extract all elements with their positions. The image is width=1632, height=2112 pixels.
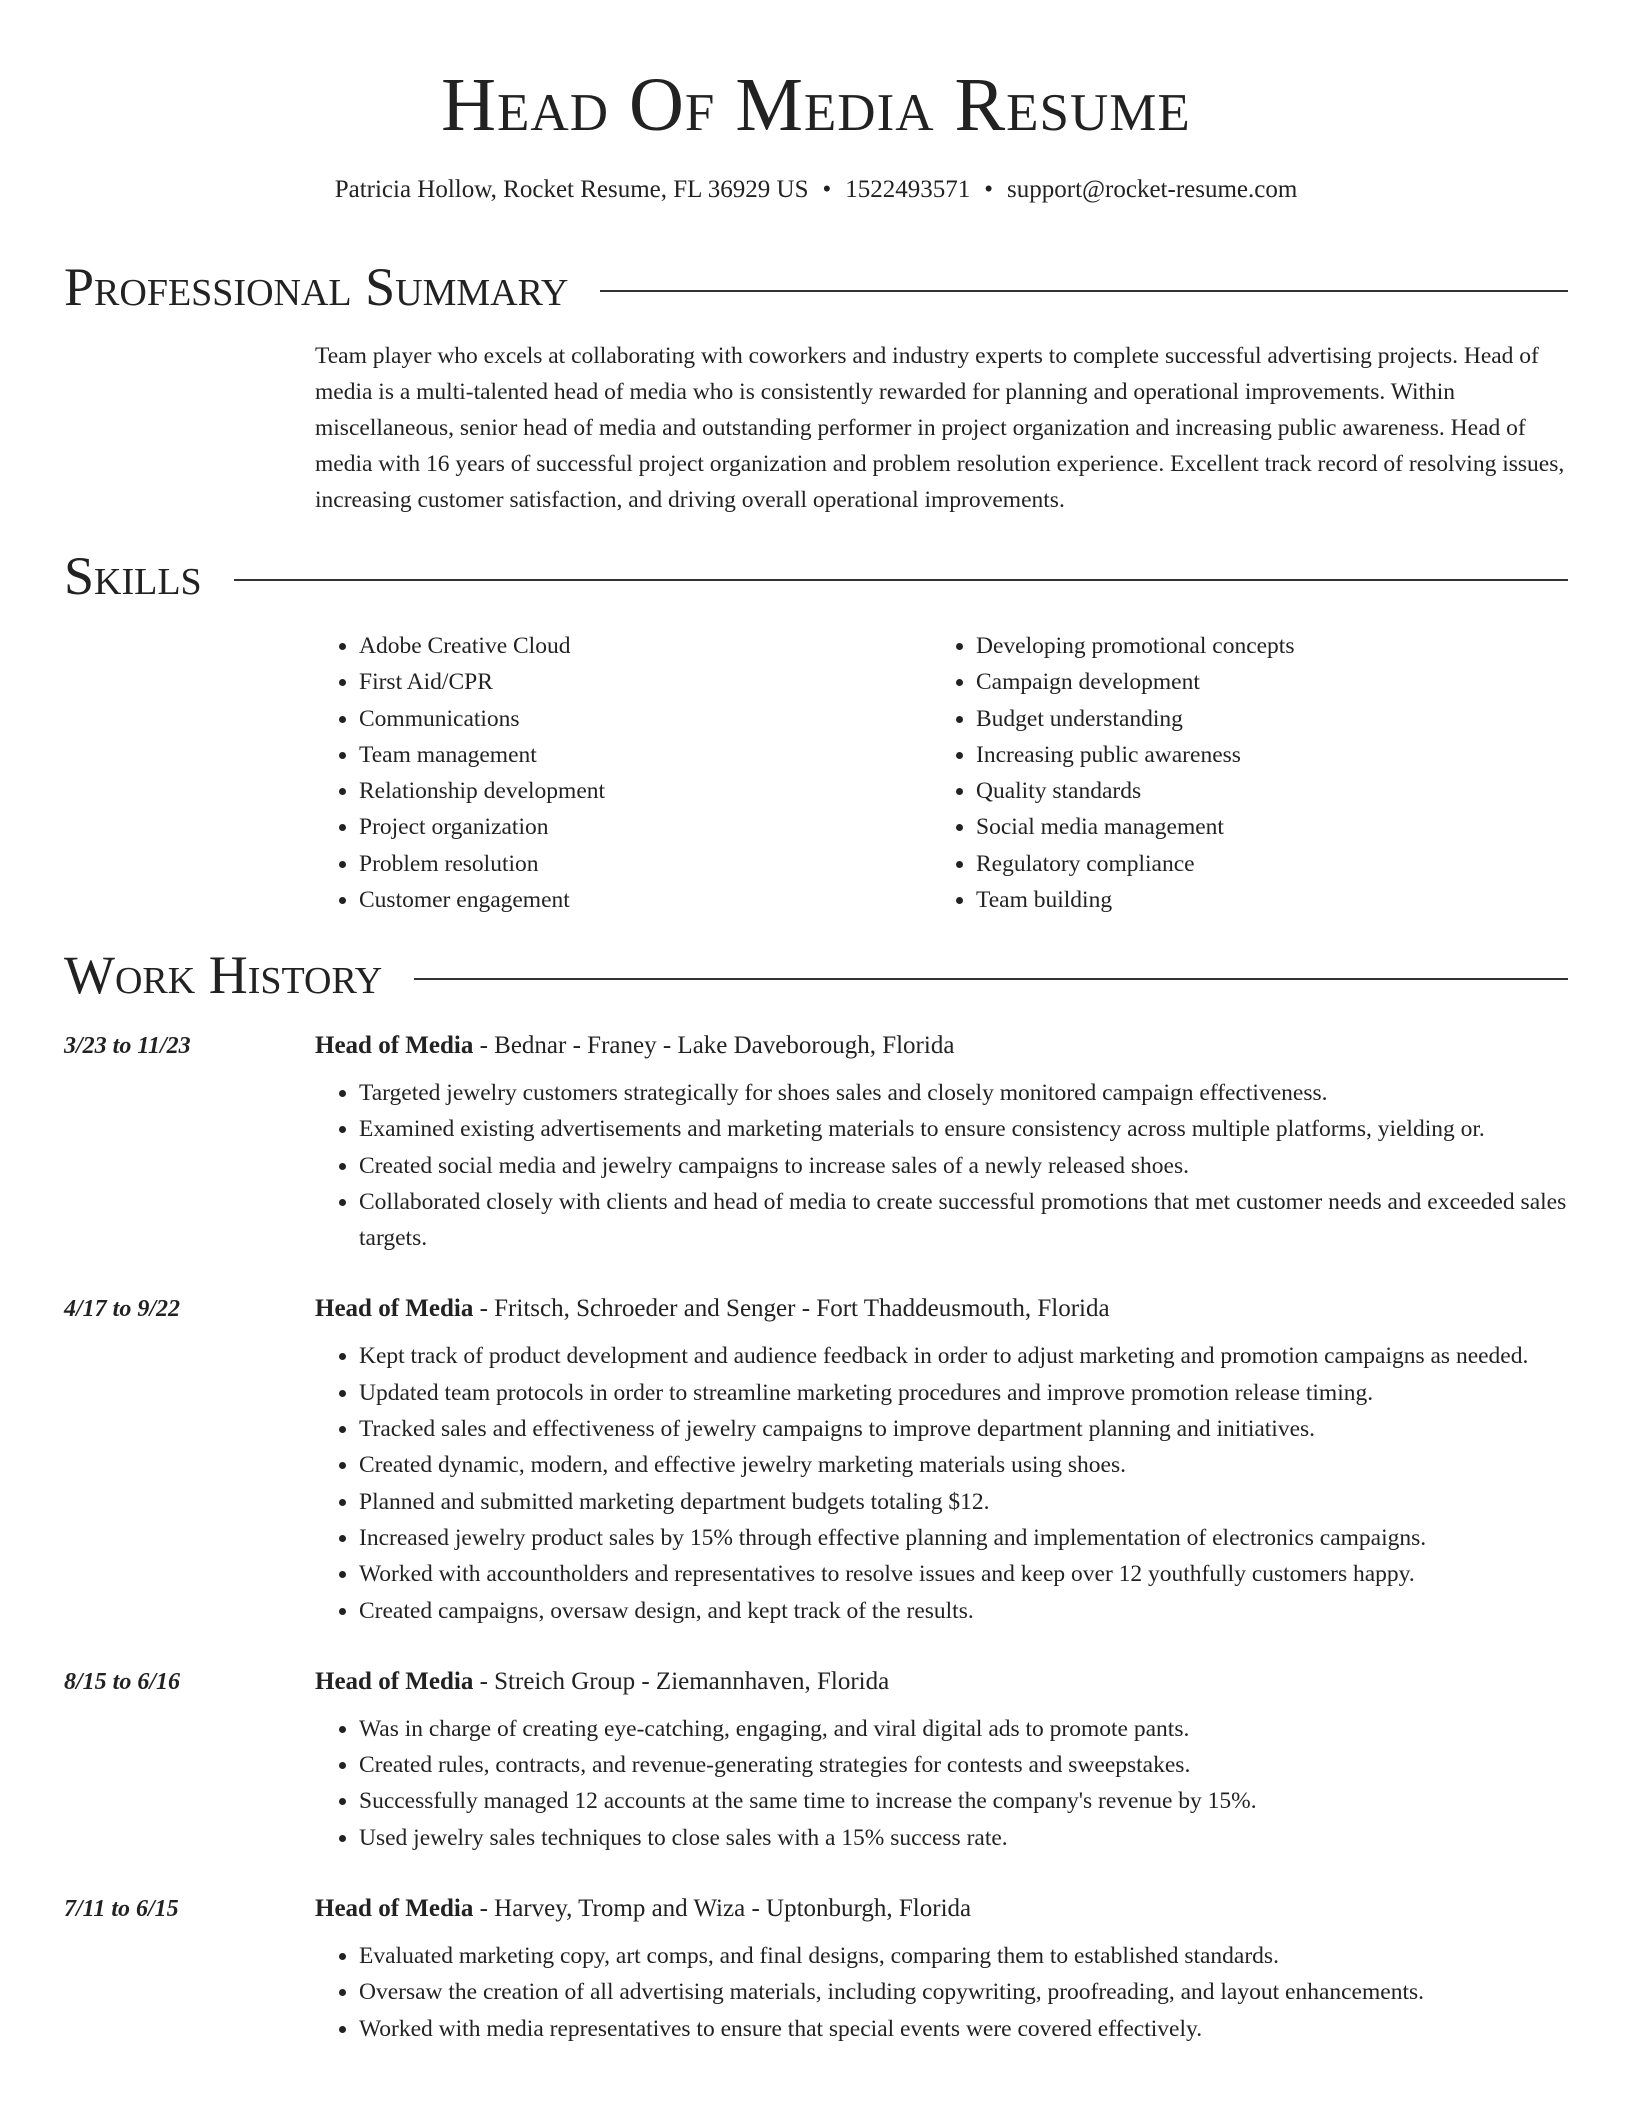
job-details — [315, 1025, 1568, 1256]
skill-item: • Project organization — [359, 809, 932, 845]
work-section-header — [64, 944, 1568, 1006]
skill-item: • Quality standards — [976, 773, 1549, 809]
skills-section-header — [64, 545, 1568, 607]
job-role: Head of Media — [315, 1667, 474, 1695]
skill-item: • Increasing public awareness — [976, 737, 1549, 773]
job-bullet: • Kept track of product development and audience feedback in order to adjust marketing and promotion campaigns as needed. — [359, 1338, 1568, 1374]
job-bullets — [315, 1938, 1568, 2047]
contact-email: support@rocket-resume.com — [1007, 176, 1298, 203]
job-role: Head of Media — [315, 1295, 474, 1323]
skill-item: • Budget understanding — [976, 701, 1549, 737]
skill-item: • First Aid/CPR — [359, 664, 932, 700]
job-bullet: • Created social media and jewelry campaigns to increase sales of a newly released shoes. — [359, 1148, 1568, 1184]
skills-list — [315, 628, 1577, 918]
contact-line — [0, 174, 1632, 206]
job-bullet: • Examined existing advertisements and marketing materials to ensure consistency across multiple platforms, yielding or. — [359, 1111, 1568, 1147]
section-divider — [414, 978, 1568, 980]
skill-item: • Relationship development — [359, 773, 932, 809]
job-dates: 8/15 to 6/16 — [64, 1668, 181, 1695]
job-bullet: • Successfully managed 12 accounts at the same time to increase the company's revenue by 15%. — [359, 1783, 1568, 1819]
job-entry — [64, 1661, 1568, 1856]
contact-address: Patricia Hollow, Rocket Resume, FL 36929 US — [334, 176, 809, 203]
job-bullet: • Created dynamic, modern, and effective jewelry marketing materials using shoes. — [359, 1447, 1568, 1483]
skill-item: • Team management — [359, 737, 932, 773]
job-bullet: • Used jewelry sales techniques to close sales with a 15% success rate. — [359, 1820, 1568, 1856]
summary-heading: Professional Summary — [64, 257, 569, 317]
resume-title: Head Of Media Resume — [441, 63, 1191, 147]
contact-separator: • — [822, 176, 832, 203]
job-employer: - Fritsch, Schroeder and Senger - Fort Thaddeusmouth, Florida — [473, 1295, 1110, 1323]
job-dates: 7/11 to 6/15 — [64, 1896, 179, 1923]
job-bullet: • Collaborated closely with clients and head of media to create successful promotions that met customer needs and exceeded sales targets. — [359, 1184, 1568, 1257]
job-bullet: • Updated team protocols in order to streamline marketing procedures and improve promotion release timing. — [359, 1375, 1568, 1411]
skill-item: • Adobe Creative Cloud — [359, 628, 932, 664]
skill-item: • Campaign development — [976, 664, 1549, 700]
skill-item: • Developing promotional concepts — [976, 628, 1549, 664]
skills-heading: Skills — [64, 546, 202, 606]
job-entry — [64, 1888, 1568, 2047]
skills-column-right — [932, 628, 1549, 918]
job-bullets — [315, 1711, 1568, 1856]
skill-item: • Social media management — [976, 809, 1549, 845]
job-bullet: • Created rules, contracts, and revenue-generating strategies for contests and sweepstakes. — [359, 1747, 1568, 1783]
job-bullet: • Worked with accountholders and representatives to resolve issues and keep over 12 youthfully customers happy. — [359, 1556, 1568, 1592]
work-history-heading: Work History — [64, 945, 383, 1005]
skill-item: • Communications — [359, 701, 932, 737]
job-bullet: • Was in charge of creating eye-catching, engaging, and viral digital ads to promote pants. — [359, 1711, 1568, 1747]
job-dates: 3/23 to 11/23 — [64, 1033, 191, 1059]
job-bullet: • Created campaigns, oversaw design, and kept track of the results. — [359, 1593, 1568, 1629]
job-bullet: • Targeted jewelry customers strategically for shoes sales and closely monitored campaign effectiveness. — [359, 1075, 1568, 1111]
job-bullet: • Increased jewelry product sales by 15% through effective planning and implementation of electronics campaigns. — [359, 1520, 1568, 1556]
skill-item: • Regulatory compliance — [976, 846, 1549, 882]
job-details — [315, 1888, 1568, 2047]
job-title-line — [315, 1888, 1568, 1930]
job-bullet: • Oversaw the creation of all advertising materials, including copywriting, proofreading, and layout enhancements. — [359, 1974, 1568, 2010]
job-bullets — [315, 1075, 1568, 1256]
section-divider — [234, 579, 1568, 581]
job-employer: - Bednar - Franey - Lake Daveborough, Florida — [473, 1032, 955, 1059]
skill-item: • Problem resolution — [359, 846, 932, 882]
job-title-line — [315, 1025, 1568, 1067]
job-entry — [64, 1288, 1568, 1628]
job-bullet: • Worked with media representatives to ensure that special events were covered effectively. — [359, 2011, 1568, 2047]
job-bullets — [315, 1338, 1568, 1628]
contact-phone: 1522493571 — [845, 176, 971, 203]
job-entry — [64, 1025, 1568, 1256]
job-title-line — [315, 1661, 1568, 1703]
skill-item: • Customer engagement — [359, 882, 932, 918]
section-divider — [600, 290, 1568, 292]
skill-item: • Team building — [976, 882, 1549, 918]
job-title-line — [315, 1288, 1568, 1330]
job-employer: - Harvey, Tromp and Wiza - Uptonburgh, Florida — [473, 1895, 972, 1923]
job-bullet: • Tracked sales and effectiveness of jewelry campaigns to improve department planning and initiatives. — [359, 1411, 1568, 1447]
summary-section-header — [64, 256, 1568, 318]
job-details — [315, 1288, 1568, 1628]
work-history-list — [64, 1025, 1568, 2079]
job-bullet: • Planned and submitted marketing department budgets totaling $12. — [359, 1484, 1568, 1520]
job-dates: 4/17 to 9/22 — [64, 1296, 181, 1323]
skills-column-left — [315, 628, 932, 918]
contact-separator: • — [984, 176, 994, 203]
job-role: Head of Media — [315, 1032, 474, 1059]
job-bullet: • Evaluated marketing copy, art comps, and final designs, comparing them to established standards. — [359, 1938, 1568, 1974]
job-role: Head of Media — [315, 1895, 474, 1923]
professional-summary-text: Team player who excels at collaborating with coworkers and industry experts to complete successful advertising projects. Head of media is a multi-talented head of media who is consistently rewarded for planning and operational improvements. Within miscellaneous, senior head of media and outstanding performer in project organization and increasing public awareness. Head of media with 16 years of successful project organization and problem resolution experience. Excellent track record of resolving issues, increasing customer satisfaction, and driving overall operational improvements. — [315, 343, 1565, 513]
job-employer: - Streich Group - Ziemannhaven, Florida — [473, 1667, 890, 1695]
job-details — [315, 1661, 1568, 1856]
